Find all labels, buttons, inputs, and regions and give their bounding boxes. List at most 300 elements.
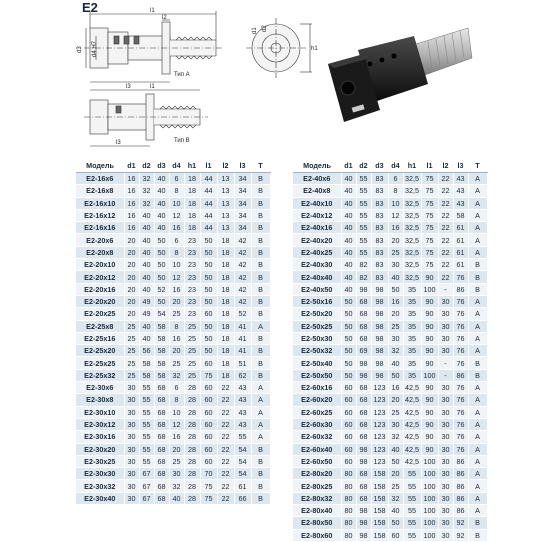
value-cell: 55: [139, 418, 154, 430]
value-cell: 100: [421, 455, 438, 467]
value-cell: 13: [217, 197, 234, 209]
value-cell: 32: [139, 173, 154, 185]
value-cell: 80: [341, 468, 356, 480]
value-cell: 76: [453, 431, 468, 443]
value-cell: 52: [234, 308, 251, 320]
value-cell: 22: [438, 185, 453, 197]
value-cell: 68: [356, 295, 371, 307]
value-cell: 18: [217, 283, 234, 295]
value-cell: 34: [234, 222, 251, 234]
label-l1: l1: [150, 8, 155, 14]
value-cell: 92: [453, 529, 468, 541]
value-cell: 58: [453, 209, 468, 221]
spec-table-left: [76, 159, 271, 505]
value-cell: 43: [234, 418, 251, 430]
value-cell: 42: [234, 234, 251, 246]
value-cell: 16: [124, 185, 139, 197]
model-cell: E2-30x32: [76, 480, 124, 492]
value-cell: 25: [388, 320, 403, 332]
model-cell: E2-25x16: [76, 332, 124, 344]
value-cell: 52: [154, 283, 169, 295]
value-cell: 158: [371, 529, 388, 541]
value-cell: 98: [371, 308, 388, 320]
model-cell: E2-40x25: [293, 246, 341, 258]
value-cell: 43: [453, 197, 468, 209]
table-row: [293, 320, 487, 332]
value-cell: 42: [234, 246, 251, 258]
value-cell: B: [251, 222, 270, 234]
value-cell: 44: [200, 222, 217, 234]
model-cell: E2-50x16: [293, 295, 341, 307]
value-cell: 30: [388, 418, 403, 430]
value-cell: 18: [217, 332, 234, 344]
value-cell: 75: [421, 234, 438, 246]
model-cell: E2-16x6: [76, 173, 124, 185]
value-cell: 75: [421, 173, 438, 185]
table-row: [76, 394, 270, 406]
value-cell: 25: [184, 320, 200, 332]
value-cell: 22: [217, 455, 234, 467]
value-cell: 86: [453, 468, 468, 480]
value-cell: B: [251, 369, 270, 381]
model-cell: E2-50x25: [293, 320, 341, 332]
value-cell: 60: [341, 443, 356, 455]
value-cell: A: [468, 455, 487, 467]
value-cell: 83: [371, 222, 388, 234]
value-cell: 50: [200, 295, 217, 307]
column-header-9: T: [468, 159, 487, 173]
model-cell: E2-40x30: [293, 259, 341, 271]
table-row: [76, 431, 270, 443]
value-cell: 30: [438, 468, 453, 480]
value-cell: 22: [217, 418, 234, 430]
value-cell: 42,5: [405, 395, 419, 405]
value-cell: 70: [200, 468, 217, 480]
table-row: [293, 185, 487, 197]
value-cell: B: [251, 295, 270, 307]
value-cell: 83: [371, 246, 388, 258]
value-cell: 90: [421, 345, 438, 357]
page-title: E2: [82, 0, 98, 15]
value-cell: 86: [453, 480, 468, 492]
value-cell: 123: [371, 418, 388, 430]
value-cell: 30: [438, 345, 453, 357]
value-cell: 23: [184, 308, 200, 320]
value-cell: A: [468, 222, 487, 234]
value-cell: 98: [371, 345, 388, 357]
value-cell: 40: [388, 443, 403, 455]
value-cell: 8: [169, 394, 184, 406]
value-cell: 20: [124, 259, 139, 271]
value-cell: 92: [453, 517, 468, 529]
value-cell: 68: [356, 492, 371, 504]
value-cell: 32: [388, 431, 403, 443]
value-cell: 50: [341, 332, 356, 344]
model-cell: E2-40x40: [293, 271, 341, 283]
value-cell: A: [468, 406, 487, 418]
column-header-4: d4: [388, 159, 403, 173]
table-row: [293, 406, 487, 418]
value-cell: A: [468, 418, 487, 430]
model-cell: E2-40x50: [293, 283, 341, 295]
value-cell: A: [468, 308, 487, 320]
value-cell: 28: [184, 394, 200, 406]
model-cell: E2-16x8: [76, 185, 124, 197]
value-cell: 25: [388, 406, 403, 418]
table-row: [293, 283, 487, 295]
value-cell: 30: [438, 517, 453, 529]
value-cell: 50: [200, 246, 217, 258]
value-cell: 40: [341, 246, 356, 258]
value-cell: 60: [341, 431, 356, 443]
value-cell: 13: [217, 185, 234, 197]
value-cell: 90: [421, 418, 438, 430]
value-cell: 100: [421, 369, 438, 381]
value-cell: 158: [371, 492, 388, 504]
value-cell: 61: [453, 222, 468, 234]
table-row: [293, 394, 487, 406]
value-cell: 28: [184, 492, 200, 504]
table-row: [293, 173, 487, 185]
value-cell: 55: [234, 431, 251, 443]
value-cell: 25: [184, 345, 200, 357]
value-cell: 20: [388, 394, 403, 406]
value-cell: A: [468, 345, 487, 357]
value-cell: 25: [388, 480, 403, 492]
value-cell: 22: [438, 234, 453, 246]
value-cell: 76: [453, 394, 468, 406]
value-cell: 23: [184, 295, 200, 307]
value-cell: 32,5: [405, 186, 419, 196]
model-cell: E2-20x8: [76, 246, 124, 258]
value-cell: 18: [217, 345, 234, 357]
value-cell: 10: [169, 197, 184, 209]
table-row: [293, 357, 487, 369]
value-cell: A: [468, 209, 487, 221]
value-cell: 82: [356, 271, 371, 283]
value-cell: B: [251, 173, 270, 185]
value-cell: 16: [169, 222, 184, 234]
model-cell: E2-30x16: [76, 431, 124, 443]
value-cell: 18: [184, 197, 200, 209]
value-cell: A: [468, 197, 487, 209]
model-cell: E2-40x20: [293, 234, 341, 246]
column-header-8: l3: [453, 159, 468, 173]
column-header-7: l2: [438, 159, 453, 173]
value-cell: 50: [200, 332, 217, 344]
value-cell: 69: [356, 345, 371, 357]
value-cell: 20: [124, 246, 139, 258]
value-cell: B: [468, 271, 487, 283]
value-cell: 55: [356, 222, 371, 234]
label-type-b: Тип B: [174, 138, 190, 144]
value-cell: 30: [438, 320, 453, 332]
value-cell: A: [468, 431, 487, 443]
label-d1: d1: [252, 27, 258, 34]
model-cell: E2-30x25: [76, 455, 124, 467]
value-cell: 40: [341, 283, 356, 295]
value-cell: 80: [341, 505, 356, 517]
value-cell: 23: [184, 246, 200, 258]
table-row: [76, 209, 270, 221]
value-cell: 90: [421, 443, 438, 455]
value-cell: 42: [234, 271, 251, 283]
value-cell: 75: [200, 480, 217, 492]
model-cell: E2-50x30: [293, 332, 341, 344]
column-header-2: d2: [356, 159, 371, 173]
table-row: [293, 468, 487, 480]
value-cell: 30: [438, 492, 453, 504]
value-cell: 35: [403, 369, 421, 381]
model-cell: E2-40x6: [293, 173, 341, 185]
table-row: [76, 246, 270, 258]
value-cell: 32: [139, 185, 154, 197]
value-cell: 58: [154, 369, 169, 381]
value-cell: A: [468, 246, 487, 258]
value-cell: 50: [341, 320, 356, 332]
value-cell: 8: [169, 320, 184, 332]
value-cell: 75: [421, 259, 438, 271]
column-header-9: T: [251, 159, 270, 173]
table-row: [76, 369, 270, 381]
value-cell: 98: [371, 283, 388, 295]
value-cell: 30: [438, 332, 453, 344]
value-cell: B: [251, 234, 270, 246]
value-cell: 35: [403, 283, 421, 295]
value-cell: 20: [169, 345, 184, 357]
value-cell: 30: [438, 382, 453, 394]
value-cell: 86: [453, 283, 468, 295]
value-cell: 60: [388, 529, 403, 541]
value-cell: 30: [438, 455, 453, 467]
model-cell: E2-30x12: [76, 418, 124, 430]
value-cell: 22: [438, 271, 453, 283]
value-cell: B: [468, 259, 487, 271]
value-cell: 18: [217, 234, 234, 246]
value-cell: 30: [438, 431, 453, 443]
value-cell: 67: [139, 492, 154, 504]
value-cell: 32,5: [405, 247, 419, 257]
value-cell: 40: [154, 197, 169, 209]
value-cell: A: [468, 382, 487, 394]
column-header-1: d1: [341, 159, 356, 173]
value-cell: 22: [217, 431, 234, 443]
value-cell: 58: [139, 369, 154, 381]
value-cell: 55: [403, 492, 421, 504]
value-cell: 30: [124, 492, 139, 504]
value-cell: 55: [356, 197, 371, 209]
value-cell: 42,5: [405, 456, 419, 466]
product-photo: [318, 14, 478, 134]
column-header-0: Модель: [76, 159, 124, 173]
table-row: [76, 480, 270, 492]
value-cell: 16: [124, 173, 139, 185]
value-cell: A: [468, 173, 487, 185]
value-cell: A: [468, 234, 487, 246]
model-cell: E2-60x50: [293, 455, 341, 467]
value-cell: 55: [356, 209, 371, 221]
value-cell: B: [251, 308, 270, 320]
value-cell: 23: [184, 283, 200, 295]
value-cell: 90: [421, 271, 438, 283]
value-cell: 28: [184, 443, 200, 455]
table-row: [76, 357, 270, 369]
value-cell: 30: [124, 431, 139, 443]
value-cell: 66: [234, 492, 251, 504]
value-cell: 50: [200, 345, 217, 357]
model-cell: E2-16x10: [76, 197, 124, 209]
value-cell: 25: [169, 357, 184, 369]
table-row: [293, 295, 487, 307]
value-cell: 98: [371, 332, 388, 344]
table-row: [76, 455, 270, 467]
value-cell: 16: [124, 197, 139, 209]
value-cell: 58: [154, 332, 169, 344]
value-cell: 76: [453, 332, 468, 344]
value-cell: B: [468, 357, 487, 369]
value-cell: B: [468, 529, 487, 541]
value-cell: 55: [139, 455, 154, 467]
value-cell: 68: [154, 443, 169, 455]
value-cell: 32,5: [405, 211, 419, 221]
value-cell: 35: [403, 357, 421, 369]
value-cell: 20: [388, 468, 403, 480]
table-row: [76, 308, 270, 320]
model-cell: E2-80x20: [293, 468, 341, 480]
value-cell: 98: [371, 295, 388, 307]
value-cell: 50: [154, 234, 169, 246]
table-row: [293, 308, 487, 320]
value-cell: 34: [234, 197, 251, 209]
value-cell: 90: [421, 308, 438, 320]
table-row: [293, 197, 487, 209]
value-cell: 58: [154, 357, 169, 369]
value-cell: 12: [169, 418, 184, 430]
value-cell: 49: [139, 308, 154, 320]
value-cell: A: [468, 480, 487, 492]
value-cell: 68: [356, 480, 371, 492]
value-cell: 100: [421, 468, 438, 480]
value-cell: 43: [453, 173, 468, 185]
value-cell: 23: [184, 271, 200, 283]
value-cell: B: [251, 271, 270, 283]
value-cell: 30: [124, 468, 139, 480]
value-cell: 30: [438, 505, 453, 517]
value-cell: 28: [184, 480, 200, 492]
value-cell: 30: [124, 480, 139, 492]
value-cell: 42: [234, 259, 251, 271]
model-cell: E2-20x12: [76, 271, 124, 283]
value-cell: 6: [169, 382, 184, 394]
value-cell: 50: [388, 369, 403, 381]
label-l1b: l1: [150, 84, 155, 90]
value-cell: 40: [341, 222, 356, 234]
value-cell: 76: [453, 308, 468, 320]
table-row: [293, 480, 487, 492]
value-cell: 40: [139, 332, 154, 344]
model-cell: E2-40x8: [293, 185, 341, 197]
value-cell: 32: [139, 197, 154, 209]
value-cell: A: [251, 320, 270, 332]
model-cell: E2-40x10: [293, 197, 341, 209]
model-cell: E2-25x25: [76, 357, 124, 369]
value-cell: 60: [200, 455, 217, 467]
column-header-5: h1: [403, 159, 421, 173]
value-cell: 25: [124, 320, 139, 332]
value-cell: 20: [388, 308, 403, 320]
value-cell: 30: [124, 394, 139, 406]
table-row: [293, 246, 487, 258]
value-cell: 23: [184, 234, 200, 246]
value-cell: 30: [438, 295, 453, 307]
value-cell: 98: [371, 357, 388, 369]
table-row: [293, 492, 487, 504]
value-cell: B: [251, 197, 270, 209]
value-cell: 42,5: [405, 444, 419, 454]
column-header-6: l1: [421, 159, 438, 173]
value-cell: 40: [154, 209, 169, 221]
value-cell: A: [468, 492, 487, 504]
value-cell: 20: [388, 234, 403, 246]
value-cell: 68: [356, 431, 371, 443]
value-cell: 41: [234, 345, 251, 357]
value-cell: 50: [388, 283, 403, 295]
value-cell: 20: [124, 308, 139, 320]
value-cell: 75: [421, 197, 438, 209]
value-cell: 60: [200, 443, 217, 455]
value-cell: 42,5: [405, 420, 419, 430]
value-cell: 25: [124, 357, 139, 369]
value-cell: 90: [421, 382, 438, 394]
value-cell: 42: [234, 283, 251, 295]
table-row: [293, 431, 487, 443]
value-cell: 76: [453, 345, 468, 357]
value-cell: 76: [453, 357, 468, 369]
table-row: [76, 418, 270, 430]
table-row: [293, 382, 487, 394]
value-cell: 40: [341, 173, 356, 185]
value-cell: 68: [154, 468, 169, 480]
value-cell: 76: [453, 443, 468, 455]
model-cell: E2-50x50: [293, 369, 341, 381]
value-cell: 86: [453, 505, 468, 517]
value-cell: 98: [356, 357, 371, 369]
model-cell: E2-30x8: [76, 394, 124, 406]
column-header-5: h1: [184, 159, 200, 173]
value-cell: B: [251, 332, 270, 344]
value-cell: 30: [438, 480, 453, 492]
table-row: [76, 382, 270, 394]
value-cell: 123: [371, 431, 388, 443]
value-cell: 32: [388, 345, 403, 357]
value-cell: 67: [139, 468, 154, 480]
value-cell: 16: [388, 295, 403, 307]
value-cell: 55: [403, 468, 421, 480]
value-cell: 16: [388, 382, 403, 394]
value-cell: 16: [124, 209, 139, 221]
value-cell: 40: [139, 222, 154, 234]
value-cell: 25: [184, 357, 200, 369]
value-cell: 80: [341, 517, 356, 529]
value-cell: 61: [453, 246, 468, 258]
value-cell: 68: [154, 382, 169, 394]
table-row: [293, 345, 487, 357]
value-cell: 55: [356, 246, 371, 258]
value-cell: 20: [169, 443, 184, 455]
value-cell: 68: [356, 382, 371, 394]
value-cell: 76: [453, 418, 468, 430]
value-cell: 6: [388, 173, 403, 185]
